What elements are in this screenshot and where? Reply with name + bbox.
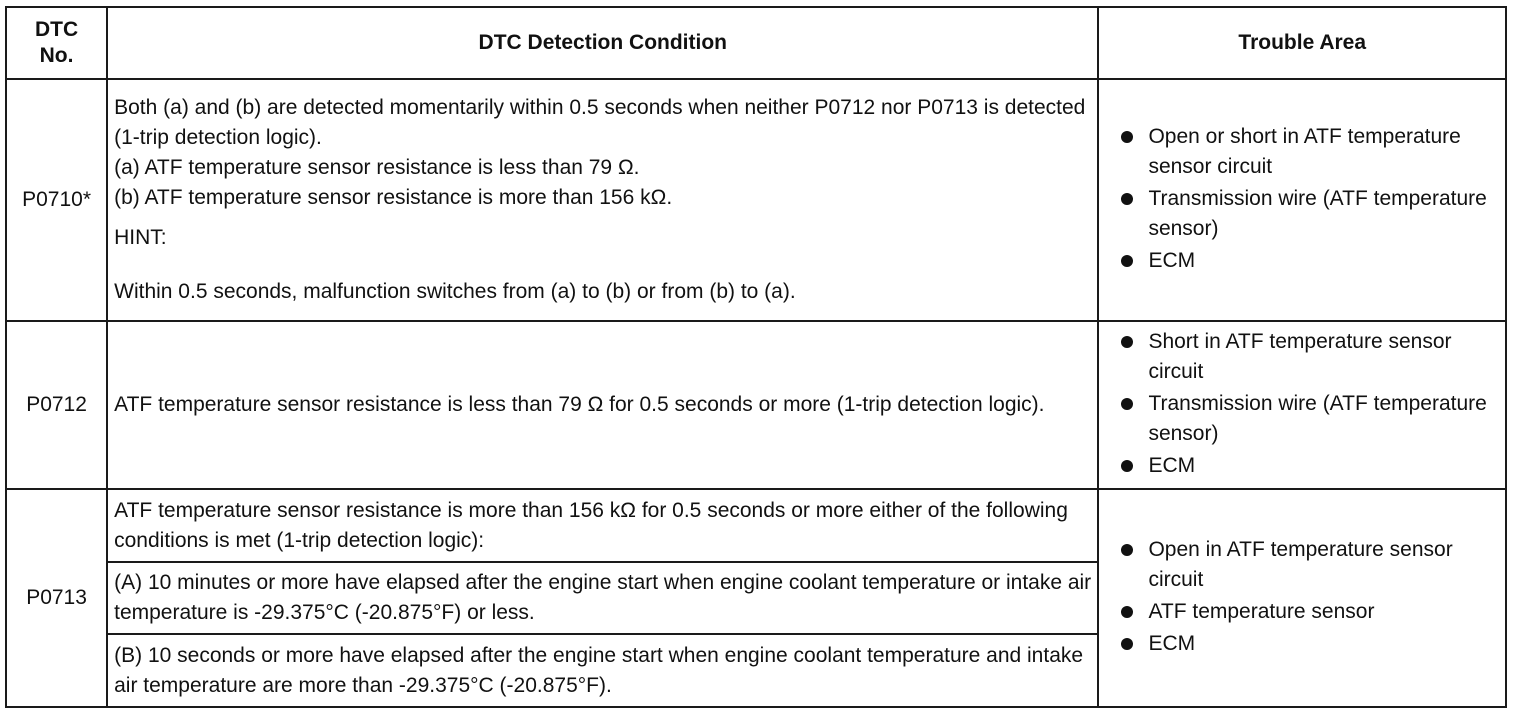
header-row <box>6 7 1506 79</box>
list-item: ECM <box>1121 246 1495 276</box>
list-item: Open in ATF temperature sensor circuit <box>1121 535 1495 595</box>
dtc-code: P0712 <box>6 321 107 489</box>
list-item: Transmission wire (ATF temperature sensor) <box>1121 184 1495 244</box>
list-item: Open or short in ATF temperature sensor circuit <box>1121 122 1495 182</box>
header-dtc-no <box>6 7 107 79</box>
dtc-table <box>5 6 1507 708</box>
header-trouble-area: Trouble Area <box>1098 7 1506 79</box>
condition-line: ATF temperature sensor resistance is more than 156 kΩ for 0.5 seconds or more either of the following conditions is met (1-trip detection logic): <box>114 498 1068 552</box>
condition-line: ATF temperature sensor resistance is less than 79 Ω for 0.5 seconds or more (1-trip detection logic). <box>114 393 1045 416</box>
detection-condition <box>107 79 1098 321</box>
header-dtc-no-label: DTC No. <box>34 18 79 67</box>
list-item: ATF temperature sensor <box>1121 597 1495 627</box>
list-item: ECM <box>1121 629 1495 659</box>
trouble-area <box>1098 79 1506 321</box>
trouble-area <box>1098 321 1506 489</box>
header-condition: DTC Detection Condition <box>107 7 1098 79</box>
trouble-area <box>1098 489 1506 707</box>
list-item: ECM <box>1121 451 1495 481</box>
detection-condition-a <box>107 562 1098 634</box>
hint-label: HINT: <box>114 226 167 249</box>
trouble-area-list <box>1121 327 1495 481</box>
detection-condition-b <box>107 634 1098 707</box>
condition-line: (a) ATF temperature sensor resistance is less than 79 Ω. <box>114 156 640 179</box>
detection-condition <box>107 321 1098 489</box>
condition-line: Both (a) and (b) are detected momentarily within 0.5 seconds when neither P0712 nor P0713 is detected (1-trip detection logic). <box>114 96 1086 149</box>
condition-line: (B) 10 seconds or more have elapsed after the engine start when engine coolant temperature and intake air temperature are more than -29.375°C (-20.875°F). <box>114 643 1084 697</box>
trouble-area-list <box>1121 122 1495 276</box>
detection-condition <box>107 489 1098 562</box>
table-row-p0710 <box>6 79 1506 321</box>
list-item: Short in ATF temperature sensor circuit <box>1121 327 1495 387</box>
table-row-p0712 <box>6 321 1506 489</box>
list-item: Transmission wire (ATF temperature sensor) <box>1121 389 1495 449</box>
trouble-area-list <box>1121 535 1495 659</box>
table-row-p0713 <box>6 489 1506 562</box>
dtc-code: P0710* <box>6 79 107 321</box>
dtc-code: P0713 <box>6 489 107 707</box>
condition-line: (A) 10 minutes or more have elapsed after the engine start when engine coolant temperature or intake air temperature is -29.375°C (-20.875°F) or less. <box>114 571 1092 624</box>
condition-line: (b) ATF temperature sensor resistance is more than 156 kΩ. <box>114 186 673 209</box>
hint-text: Within 0.5 seconds, malfunction switches from (a) to (b) or from (b) to (a). <box>114 280 796 303</box>
